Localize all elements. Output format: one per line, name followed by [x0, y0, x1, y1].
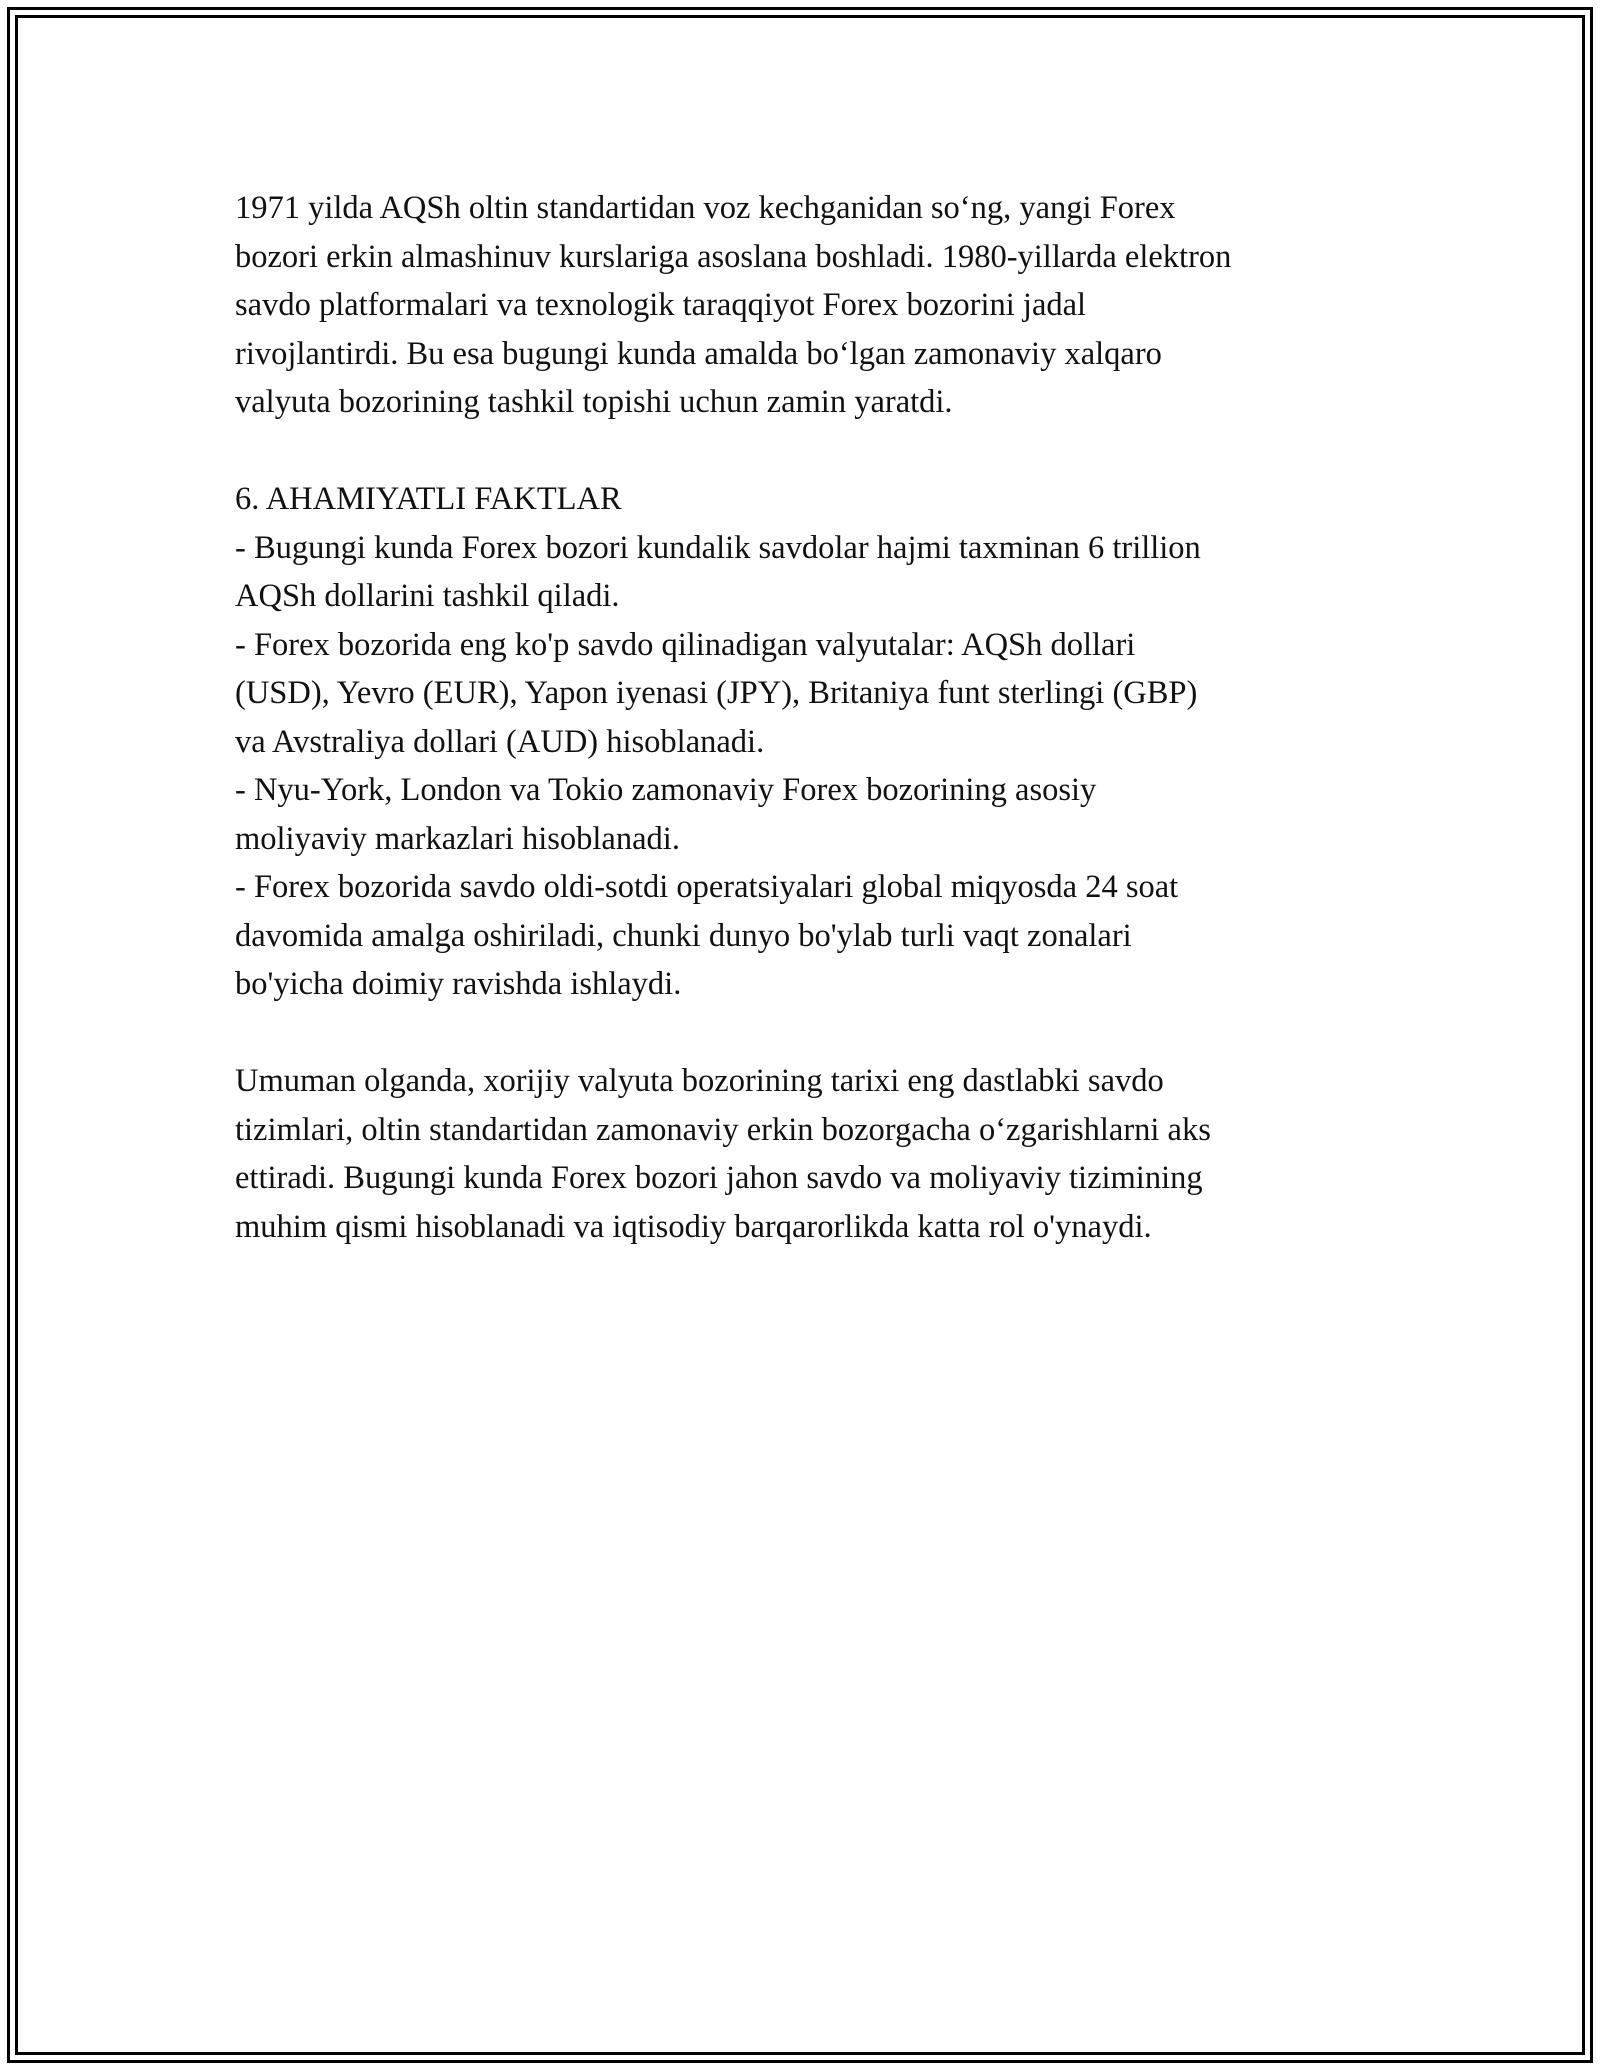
text-line: valyuta bozorining tashkil topishi uchun zamin yaratdi.: [235, 384, 953, 420]
fact-line: - Bugungi kunda Forex bozori kundalik savdolar hajmi taxminan 6 trillion: [235, 529, 1201, 566]
text-line: ettiradi. Bugungi kunda Forex bozori jahon savdo va moliyaviy tizimining: [235, 1160, 1203, 1196]
text-line: 1971 yilda AQSh oltin standartidan voz kechganidan so‘ng, yangi Forex: [235, 190, 1176, 226]
intro-paragraph: [235, 184, 1375, 427]
fact-line: va Avstraliya dollari (AUD) hisoblanadi.: [235, 723, 765, 760]
text-line: tizimlari, oltin standartidan zamonaviy erkin bozorgacha o‘zgarishlarni aks: [235, 1111, 1211, 1148]
fact-line: - Forex bozorida eng ko'p savdo qilinadigan valyutalar: AQSh dollari: [235, 626, 1136, 663]
facts-list: [235, 524, 1375, 1009]
section-heading: [235, 475, 1375, 524]
text-line: savdo platformalari va texnologik taraqqiyot Forex bozorini jadal: [235, 287, 1087, 323]
text-line: muhim qismi hisoblanadi va iqtisodiy barqarorlikda katta rol o'ynaydi.: [235, 1208, 1152, 1245]
paragraph-spacer: [235, 1009, 1375, 1058]
fact-line: - Nyu-York, London va Tokio zamonaviy Forex bozorining asosiy: [235, 772, 1097, 808]
paragraph-spacer: [235, 427, 1375, 476]
text-line: bozori erkin almashinuv kurslariga asoslana boshladi. 1980-yillarda elektron: [235, 238, 1232, 275]
document-body: [235, 184, 1375, 1251]
heading-text: 6. AHAMIYATLI FAKTLAR: [235, 481, 622, 517]
fact-line: - Forex bozorida savdo oldi-sotdi operatsiyalari global miqyosda 24 soat: [235, 869, 1179, 905]
conclusion-paragraph: [235, 1057, 1375, 1251]
fact-line: davomida amalga oshiriladi, chunki dunyo bo'ylab turli vaqt zonalari: [235, 917, 1132, 954]
fact-line: moliyaviy markazlari hisoblanadi.: [235, 820, 680, 857]
fact-line: (USD), Yevro (EUR), Yapon iyenasi (JPY), Britaniya funt sterlingi (GBP): [235, 675, 1198, 711]
text-line: rivojlantirdi. Bu esa bugungi kunda amalda bo‘lgan zamonaviy xalqaro: [235, 335, 1162, 372]
fact-line: AQSh dollarini tashkil qiladi.: [235, 578, 620, 614]
fact-line: bo'yicha doimiy ravishda ishlaydi.: [235, 966, 682, 1002]
text-line: Umuman olganda, xorijiy valyuta bozorining tarixi eng dastlabki savdo: [235, 1063, 1164, 1099]
